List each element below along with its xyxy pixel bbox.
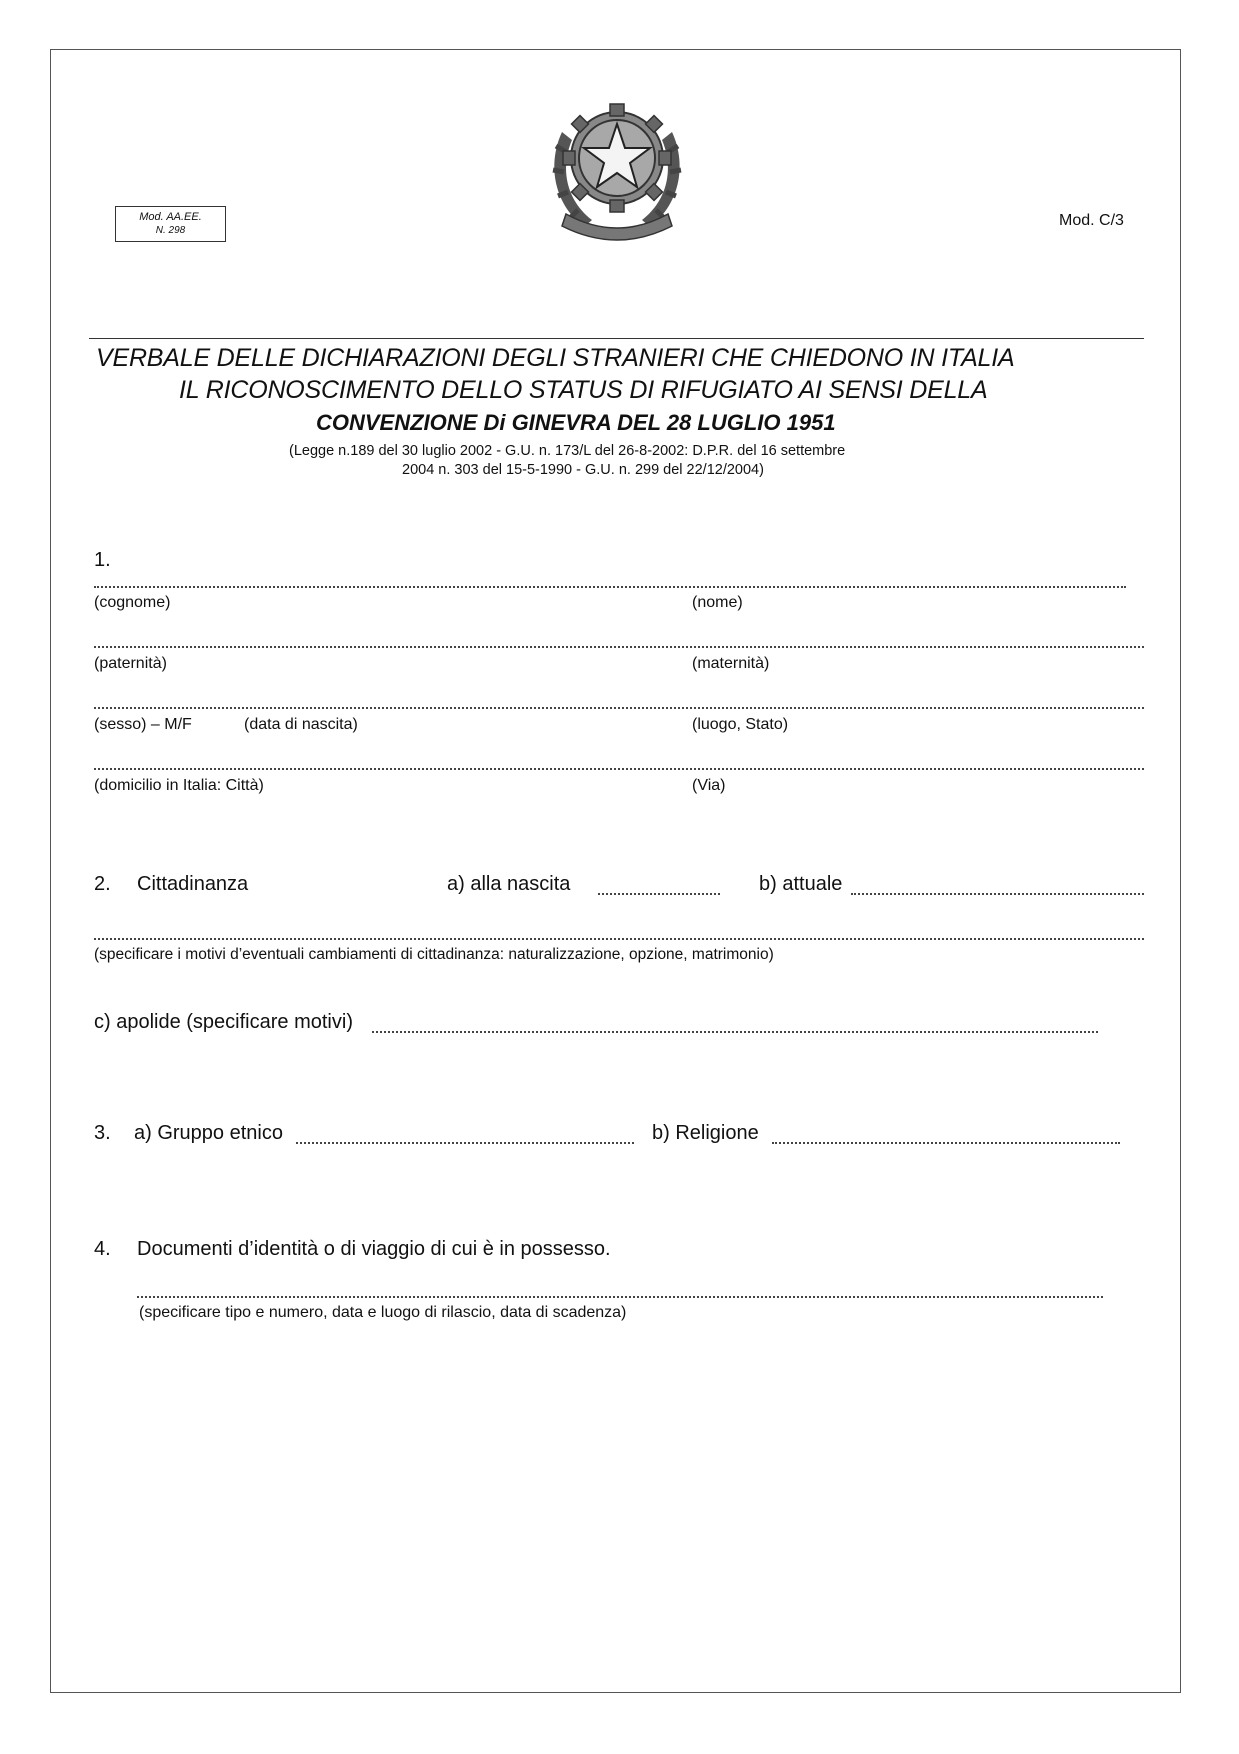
cambiamenti-cittadinanza-field[interactable]: [94, 938, 1144, 940]
paternita-label: (paternità): [94, 655, 167, 672]
sesso-label: (sesso) – M/F: [94, 716, 192, 733]
cognome-nome-field[interactable]: [94, 586, 1126, 588]
mod-box-line2: N. 298: [155, 225, 186, 236]
domicilio-field[interactable]: [94, 768, 1144, 770]
repubblica-italiana-emblem-icon: [544, 92, 690, 242]
religione-field[interactable]: [772, 1142, 1120, 1144]
cognome-label: (cognome): [94, 594, 171, 611]
alla-nascita-field[interactable]: [598, 893, 720, 895]
documenti-note: (specificare tipo e numero, data e luogo di rilascio, data di scadenza): [139, 1304, 627, 1321]
nome-label: (nome): [692, 594, 743, 611]
section2-number: 2.: [94, 873, 111, 895]
documenti-label: Documenti d’identità o di viaggio di cui è in possesso.: [137, 1238, 611, 1260]
gruppo-etnico-field[interactable]: [296, 1142, 634, 1144]
alla-nascita-label: a) alla nascita: [447, 873, 571, 895]
title-line1: VERBALE DELLE DICHIARAZIONI DEGLI STRANIERI CHE CHIEDONO IN ITALIA: [96, 344, 1015, 372]
header-rule: [89, 338, 1144, 339]
section3-number: 3.: [94, 1122, 111, 1144]
law-reference-line1: (Legge n.189 del 30 luglio 2002 - G.U. n. 173/L del 26-8-2002: D.P.R. del 16 settembre: [289, 443, 846, 459]
title-line3: CONVENZIONE Di GINEVRA DEL 28 LUGLIO 1951: [316, 410, 836, 435]
mod-box-line1: Mod. AA.EE.: [139, 211, 202, 223]
maternita-label: (maternità): [692, 655, 770, 672]
mod-aaee-box: [115, 206, 226, 242]
apolide-label: c) apolide (specificare motivi): [94, 1011, 353, 1033]
section1-number: 1.: [94, 549, 111, 571]
law-reference-line2: 2004 n. 303 del 15-5-1990 - G.U. n. 299 del 22/12/2004): [402, 462, 764, 478]
attuale-label: b) attuale: [759, 873, 843, 895]
religione-label: b) Religione: [652, 1122, 759, 1144]
title-line2: IL RICONOSCIMENTO DELLO STATUS DI RIFUGIATO AI SENSI DELLA: [179, 376, 988, 404]
gruppo-etnico-label: a) Gruppo etnico: [134, 1122, 283, 1144]
mod-code: Mod. C/3: [1059, 212, 1124, 229]
via-label: (Via): [692, 777, 726, 794]
documenti-field[interactable]: [137, 1296, 1103, 1298]
attuale-field[interactable]: [851, 893, 1144, 895]
apolide-field[interactable]: [372, 1031, 1098, 1033]
data-nascita-label: (data di nascita): [244, 716, 358, 733]
sesso-nascita-field[interactable]: [94, 707, 1144, 709]
page-border: [50, 49, 1181, 1693]
paternita-maternita-field[interactable]: [94, 646, 1144, 648]
section4-number: 4.: [94, 1238, 111, 1260]
domicilio-label: (domicilio in Italia: Città): [94, 777, 264, 794]
cittadinanza-label: Cittadinanza: [137, 873, 249, 895]
luogo-stato-label: (luogo, Stato): [692, 716, 789, 733]
cittadinanza-note: (specificare i motivi d’eventuali cambiamenti di cittadinanza: naturalizzazione, opzione, matrimonio): [94, 946, 774, 963]
